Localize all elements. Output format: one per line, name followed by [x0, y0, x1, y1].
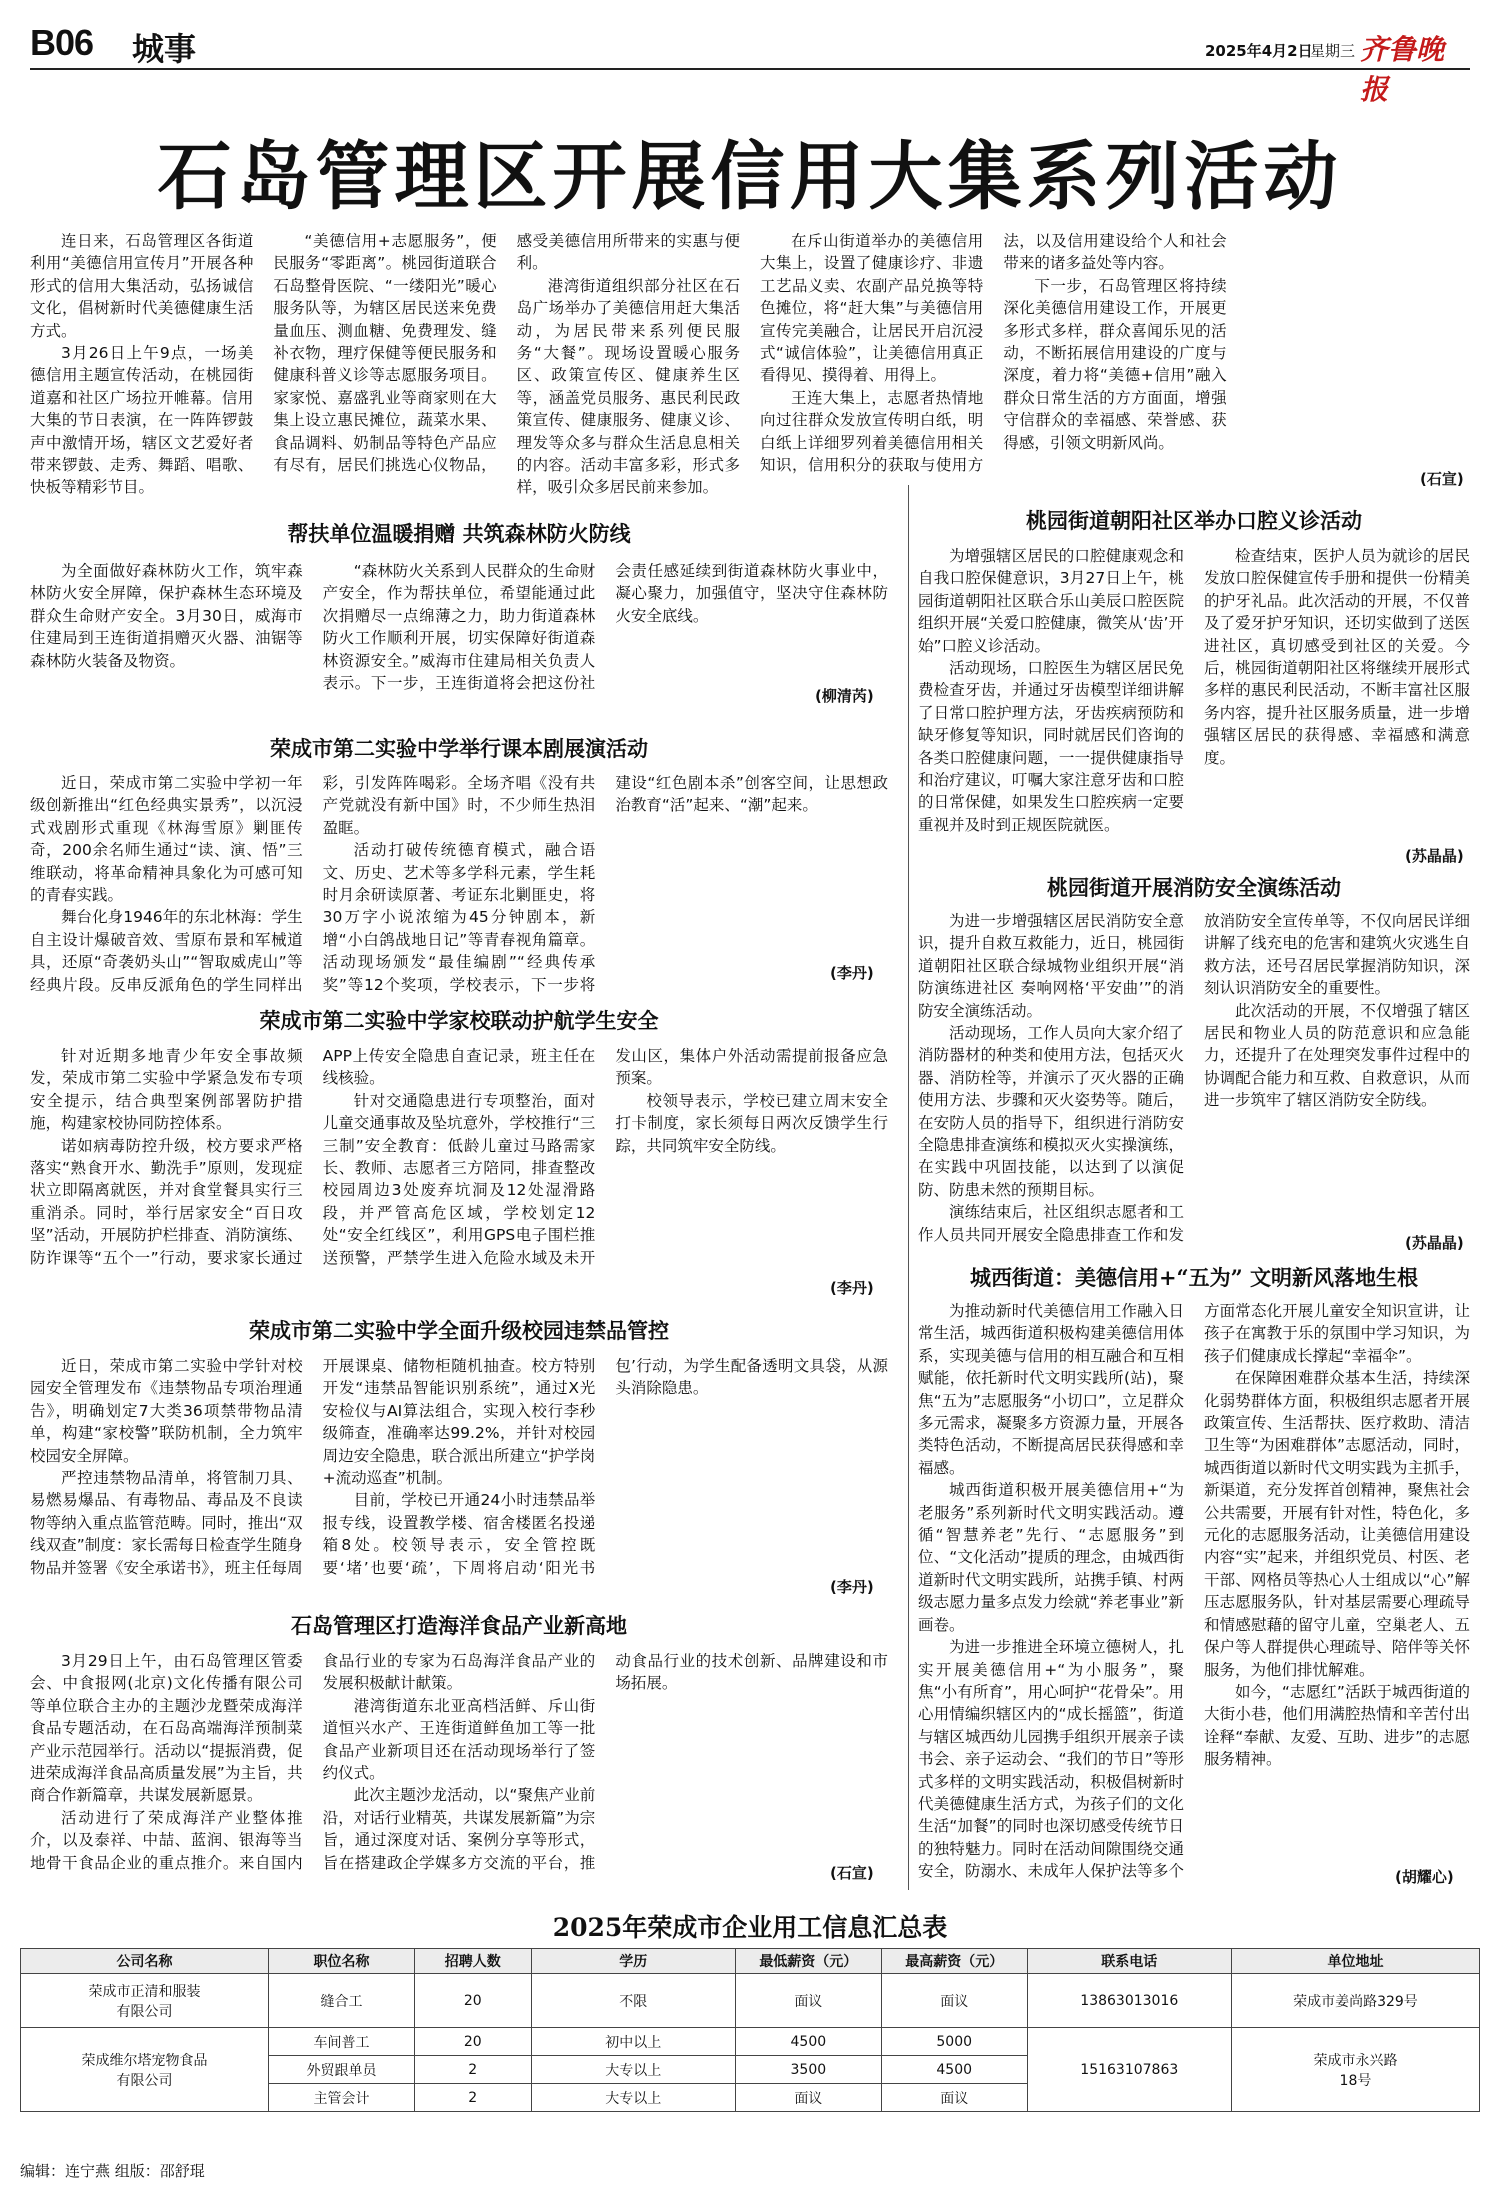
table-row [21, 2028, 1480, 2056]
table-header-row [21, 1949, 1480, 1974]
paragraph: 严控违禁物品清单，将管制刀具、易燃易爆品、有毒物品、毒品及不良读物等纳入重点监管范畴。同时，推出“双线双查”制度：家长需每日检查学生随身物品并签署《安全承诺书》，班主任每周开展课桌、储物柜随机抽查。校方特别开发“违禁品智能识别系统”，通过X光安检仪与AI算法组合，实现入校行李秒级筛查，准确率达99.2%，并针对校园周边安全隐患，联合派出所建立“护学岗+流动巡查”机制。 [30, 1357, 596, 1577]
newspaper-logo: 齐鲁晚报 [1360, 33, 1445, 106]
job-title: 缝合工 [269, 1974, 415, 2028]
main-headline: 石岛管理区开展信用大集系列活动 [157, 134, 1343, 220]
paragraph: 城西街道积极开展美德信用+“为老服务”系列新时代文明实践活动。遵循“智慧养老”先行、“志愿服务”到位、“文化活动”提质的理念，由城西街道新时代文明实践所，站携手镇、村两级志愿力量多点发力绘就“养老事业”新画卷。 [918, 1481, 1184, 1634]
paragraph: 针对近期多地青少年安全事故频发，荣成市第二实验中学紧急发布专项安全提示，结合典型案例部署防护措施，构建家校协同防控体系。 [30, 1047, 303, 1133]
article-byline: (李丹) [830, 964, 874, 982]
hire-count: 2 [414, 2084, 531, 2112]
phone: 13863013016 [1027, 1974, 1231, 2028]
article-title: 桃园街道开展消防安全演练活动 [1047, 875, 1341, 900]
paragraph: 港湾街道组织部分社区在石岛广场举办了美德信用赶大集活动，为居民带来系列便民服务“大餐”。现场设置暖心服务区、政策宣传区、健康养生区等，涵盖党员服务、惠民利民政策宣传、健康服务、健康义诊、理发等众多与群众生活息息相关的内容。活动丰富多彩，形式多样，吸引众多居民前来参加。 [516, 276, 740, 497]
max-salary: 面议 [881, 2084, 1027, 2112]
paragraph: 演练结束后，社区组织志愿者和工作人员共同开展安全隐患排查工作和发放消防安全宣传单等，不仅向居民详细讲解了线充电的危害和建筑火灾逃生自救方法，还号召居民掌握消防知识，深刻认识消防安全的重要性。 [918, 912, 1470, 1244]
paragraph: 此次活动的开展，不仅增强了辖区居民和物业人员的防范意识和应急能力，还提升了在处理突发事件过程中的协调配合能力和互救、自救意识，从而进一步筑牢了辖区消防安全防线。 [1204, 1001, 1470, 1110]
max-salary: 4500 [881, 2056, 1027, 2084]
paragraph: 为进一步推进全环境立德树人，扎实开展美德信用+“为小服务”，聚焦“小有所育”，用心呵护“花骨朵”。用心用情编织辖区内的“成长摇篮”，街道与辖区城西幼儿园携手组织开展亲子读书会、亲子运动会、“我们的节日”等形式多样的文明实践活动，积极倡树新时代美德健康生活方式，为孩子们的文化生活“加餐”的同时也深切感受传统节日的独特魅力。同时在活动间隙围绕交通安全，防溺水、未成年人保护法等多个方面常态化开展儿童安全知识宣讲，让孩子在寓教于乐的氛围中学习知识，为孩子们健康成长撑起“幸福伞”。 [918, 1302, 1470, 1881]
education: 大专以上 [531, 2084, 735, 2112]
min-salary: 4500 [735, 2028, 881, 2056]
table-row [21, 1974, 1480, 2028]
article-byline: (李丹) [830, 1279, 874, 1297]
job-title: 主管会计 [269, 2084, 415, 2112]
article-title: 荣成市第二实验中学举行课本剧展演活动 [270, 736, 648, 761]
job-title: 外贸跟单员 [269, 2056, 415, 2084]
paragraph: 3月29日上午，由石岛管理区管委会、中食报网(北京)文化传播有限公司等单位联合主办的主题沙龙暨荣成海洋食品专题活动，在石岛高端海洋预制菜产业示范园举行。活动以“提振消费，促进荣成海洋食品高质量发展”为主旨，共商合作新篇章，共谋发展新愿景。 [30, 1652, 303, 1805]
issue-weekday: 星期三 [1310, 42, 1356, 60]
article-body [30, 772, 888, 997]
article-body [918, 910, 1470, 1255]
min-salary: 3500 [735, 2056, 881, 2084]
max-salary: 5000 [881, 2028, 1027, 2056]
article-body [30, 1045, 888, 1305]
col-header: 联系电话 [1027, 1949, 1231, 1974]
editor-credits: 编辑：连宁燕 组版：邵舒琨 [20, 2162, 205, 2180]
paragraph: 诺如病毒防控升级，校方要求严格落实“熟食开水、勤洗手”原则，发现症状立即隔离就医，并对食堂餐具实行三重消杀。同时，举行居家安全“百日攻坚”活动，开展防护栏排查、消防演练、防诈课等“五个一”行动，要求家长通过APP上传安全隐患自查记录，班主任在线核验。 [30, 1047, 596, 1267]
paragraph: 检查结束，医护人员为就诊的居民发放口腔保健宣传手册和提供一份精美的护牙礼品。此次活动的开展，不仅普及了爱牙护牙知识，还切实做到了送医进社区，真切感受到社区的关爱。今后，桃园街道朝阳社区将继续开展形式多样的惠民利民活动，不断丰富社区服务内容，提升社区服务质量，进一步增强辖区居民的获得感、幸福感和满意度。 [1204, 547, 1470, 767]
article-body [918, 545, 1470, 865]
job-title: 车间普工 [269, 2028, 415, 2056]
col-header: 最低薪资（元） [735, 1949, 881, 1974]
col-header: 公司名称 [21, 1949, 269, 1974]
article-byline: (柳清芮) [815, 687, 874, 705]
page-number: B06 [30, 22, 94, 63]
paragraph: 校领导表示，学校已建立周末安全打卡制度，家长须每日两次反馈学生行踪，共同筑牢安全防线。 [615, 1091, 888, 1155]
address: 荣成市永兴路 18号 [1231, 2028, 1479, 2112]
paragraph: 为进一步增强辖区居民消防安全意识，提升自救互救能力，近日，桃园街道朝阳社区联合绿城物业组织开展“消防演练进社区 奏响网格‘平安曲’”的消防安全演练活动。 [918, 912, 1184, 1020]
paragraph: 舞台化身1946年的东北林海：学生自主设计爆破音效、雪原布景和军械道具，还原“奇袭奶头山”“智取威虎山”等经典片段。反串反派角色的学生同样出彩，引发阵阵喝彩。全场齐唱《没有共产党就没有新中国》时，不少师生热泪盈眶。 [30, 774, 596, 994]
paragraph: 为推动新时代美德信用工作融入日常生活，城西街道积极构建美德信用体系，实现美德与信用的相互融合和互相赋能，依托新时代文明实践所(站)，聚焦“五为”志愿服务“小切口”，立足群众多元需求，凝聚多方资源力量，开展各类特色活动，不断提高居民获得感和幸福感。 [918, 1302, 1184, 1477]
article-byline: (苏晶晶) [1405, 847, 1464, 865]
paragraph: 如今，“志愿红”活跃于城西街道的大街小巷，他们用满腔热情和辛苦付出诠释“奉献、友爱、互助、进步”的志愿服务精神。 [1204, 1682, 1470, 1769]
job-info-table [20, 1948, 1480, 2112]
education: 初中以上 [531, 2028, 735, 2056]
paragraph: 港湾街道东北亚高档活鲜、斥山街道恒兴水产、王连街道鲜鱼加工等一批食品产业新项目还在活动现场举行了签约仪式。 [322, 1696, 596, 1783]
paragraph: 近日，荣成市第二实验中学初一年级创新推出“红色经典实景秀”，以沉浸式戏剧形式重现《林海雪原》剿匪传奇，200余名师生通过“读、演、悟”三维联动，将革命精神具象化为可感可知的青春实践。 [30, 774, 303, 905]
paragraph: 下一步，石岛管理区将持续深化美德信用建设工作，开展更多形式多样，群众喜闻乐见的活动，不断拓展信用建设的广度与深度，着力将“美德+信用”融入群众日常生活的方方面面，增强守信群众的幸福感、荣誉感、获得感，引领文明新风尚。 [1003, 276, 1227, 452]
column-divider [908, 485, 909, 1890]
paragraph: 针对交通隐患进行专项整治，面对儿童交通事故及坠坑意外，学校推行“三三制”安全教育：低龄儿童过马路需家长、教师、志愿者三方陪同，排查整改校园周边3处废弃坑洞及12处湿滑路段，并严管高危区域，学校划定12处“安全红线区”，利用GPS电子围栏推送预警，严禁学生进入危险水域及未开发山区，集体户外活动需提前报备应急预案。 [322, 1047, 888, 1267]
page-header [30, 18, 1470, 106]
education: 大专以上 [531, 2056, 735, 2084]
education: 不限 [531, 1974, 735, 2028]
article-body [30, 1650, 888, 1890]
paragraph: 活动现场，口腔医生为辖区居民免费检查牙齿，并通过牙齿模型详细讲解了日常口腔护理方法，牙齿疾病预防和缺牙修复等知识，同时就居民们咨询的各类口腔健康问题，一一提供健康指导和治疗建议，叮嘱大家注意牙齿和口腔的日常保健，如果发生口腔疾病一定要重视并及时到正规医院就医。 [918, 659, 1184, 834]
col-header: 最高薪资（元） [881, 1949, 1027, 1974]
lead-article-body [30, 230, 1470, 500]
min-salary: 面议 [735, 2084, 881, 2112]
paragraph: 在斥山街道举办的美德信用大集上，设置了健康诊疗、非遗工艺品义卖、农副产品兑换等特色摊位，将“赶大集”与美德信用宣传完美融合，让居民开启沉浸式“诚信体验”，让美德信用真正看得见、摸得着、用得上。 [759, 232, 984, 385]
paragraph: 在保障困难群众基本生活，持续深化弱势群体方面，积极组织志愿者开展政策宣传、生活帮扶、医疗救助、清洁卫生等“为困难群体”志愿活动，同时，城西街道以新时代文明实践为主抓手，新渠道，充分发挥首创精神，聚焦社会公共需要，开展有针对性，特色化，多元化的志愿服务活动，让美德信用建设内容“实”起来，并组织党员、村医、老干部、网格员等热心人士组成以“心”解压志愿服务队，针对基层需要心理疏导和情感慰藉的留守儿童，空巢老人、五保户等人群提供心理疏导、陪伴等关怀服务，为他们排忧解难。 [1204, 1369, 1470, 1679]
paragraph: 目前，学校已开通24小时违禁品举报专线，设置教学楼、宿舍楼匿名投递箱8处。校领导表示，安全管控既要‘堵’也要‘疏’，下周将启动‘阳光书包’行动，为学生配备透明文具袋，从源头消除隐患。 [322, 1357, 888, 1577]
article-title: 荣成市第二实验中学家校联动护航学生安全 [259, 1008, 659, 1033]
paragraph: 为增强辖区居民的口腔健康观念和自我口腔保健意识，3月27日上午，桃园街道朝阳社区联合乐山美辰口腔医院组织开展“关爱口腔健康，微笑从‘齿’开始”口腔义诊活动。 [918, 547, 1184, 655]
article-title: 荣成市第二实验中学全面升级校园违禁品管控 [249, 1318, 669, 1343]
article-body [918, 1300, 1470, 1890]
paragraph: 3月26日上午9点，一场美德信用主题宣传活动，在桃园街道嘉和社区广场拉开帷幕。信用大集的节日表演，在一阵阵锣鼓声中激情开场，辖区文艺爱好者带来锣鼓、走秀、舞蹈、唱歌、快板等精彩节目。 [30, 344, 254, 497]
address: 荣成市姜尚路329号 [1231, 1974, 1479, 2028]
paragraph: 活动现场，工作人员向大家介绍了消防器材的种类和使用方法，包括灭火器、消防栓等，并演示了灭火器的正确使用方法、步骤和灭火姿势等。随后，在安防人员的指导下，组织进行消防安全隐患排查演练和模拟灭火实操演练，在实践中巩固技能，以达到了以演促防、防患未然的预期目标。 [918, 1024, 1184, 1199]
table-title: 2025年荣成市企业用工信息汇总表 [552, 1913, 948, 1942]
article-byline: (李丹) [830, 1578, 874, 1596]
col-header: 单位地址 [1231, 1949, 1479, 1974]
paragraph: 近日，荣成市第二实验中学针对校园安全管理发布《违禁物品专项治理通告》，明确划定7大类36项禁带物品清单，构建“家校警”联防机制，全力筑牢校园安全屏障。 [30, 1357, 303, 1465]
paragraph: 连日来，石岛管理区各街道利用“美德信用宣传月”开展各种形式的信用大集活动，弘扬诚信文化，倡树新时代美德健康生活方式。 [30, 232, 254, 340]
paragraph: “森林防火关系到人民群众的生命财产安全，作为帮扶单位，希望能通过此次捐赠尽一点绵薄之力，助力街道森林防火工作顺利开展，切实保障好街道森林资源安全。”威海市住建局相关负责人表示。下一步，王连街道将会把这份社会责任感延续到街道森林防火事业中，凝心聚力，加强值守，坚决守住森林防火安全底线。 [322, 562, 888, 693]
phone: 15163107863 [1027, 2028, 1231, 2112]
company-name: 荣成维尔塔宠物食品 有限公司 [21, 2028, 269, 2112]
article-body [30, 1355, 888, 1600]
hire-count: 20 [414, 2028, 531, 2056]
article-title: 帮扶单位温暖捐赠 共筑森林防火防线 [287, 521, 631, 546]
col-header: 招聘人数 [414, 1949, 531, 1974]
article-byline: (胡耀心) [1395, 1868, 1454, 1886]
article-byline: (石宣) [830, 1864, 874, 1882]
lead-article-byline: (石宣) [1420, 470, 1464, 488]
paragraph: 为全面做好森林防火工作，筑牢森林防火安全屏障，保护森林生态环境及群众生命财产安全。3月30日，威海市住建局到王连街道捐赠灭火器、油锯等森林防火装备及物资。 [30, 562, 303, 670]
col-header: 学历 [531, 1949, 735, 1974]
article-byline: (苏晶晶) [1405, 1234, 1464, 1252]
article-body [30, 560, 888, 695]
company-name: 荣成市正清和服装 有限公司 [21, 1974, 269, 2028]
max-salary: 面议 [881, 1974, 1027, 2028]
section-name: 城事 [132, 30, 197, 68]
hire-count: 20 [414, 1974, 531, 2028]
min-salary: 面议 [735, 1974, 881, 2028]
article-title: 城西街道：美德信用+“五为” 文明新风落地生根 [969, 1265, 1419, 1290]
issue-date: 2025年4月2日 [1205, 42, 1313, 60]
col-header: 职位名称 [269, 1949, 415, 1974]
paragraph: 王连大集上，志愿者热情地向过往群众发放宣传明白纸，明白纸上详细罗列着美德信用相关知识，信用积分的获取与使用方法，以及信用建设给个人和社会带来的诸多益处等内容。 [759, 232, 1227, 475]
paragraph: 活动进行了荣成海洋产业整体推介，以及泰祥、中喆、蓝润、银海等当地骨干食品企业的重点推介。来自国内食品行业的专家为石岛海洋食品产业的发展积极献计献策。 [30, 1652, 596, 1872]
paragraph: 活动打破传统德育模式，融合语文、历史、艺术等多学科元素，学生耗时月余研读原著、考证东北剿匪史，将30万字小说浓缩为45分钟剧本，新增“小白鸽战地日记”等青春视角篇章。活动现场颁发“最佳编剧”“经典传承奖”等12个奖项，学校表示，下一步将建设“红色剧本杀”创客空间，让思想政治教育“活”起来、“潮”起来。 [322, 774, 888, 994]
article-title: 桃园街道朝阳社区举办口腔义诊活动 [1026, 508, 1362, 533]
article-title: 石岛管理区打造海洋食品产业新高地 [291, 1613, 627, 1638]
paragraph: 此次主题沙龙活动，以“聚焦产业前沿，对话行业精英，共谋发展新篇”为宗旨，通过深度对话、案例分享等形式，旨在搭建政企学媒多方交流的平台，推动食品行业的技术创新、品牌建设和市场拓展。 [322, 1652, 888, 1872]
hire-count: 2 [414, 2056, 531, 2084]
paragraph: “美德信用+志愿服务”，便民服务“零距离”。桃园街道联合石岛整骨医院、“一缕阳光”暖心服务队等，为辖区居民送来免费量血压、测血糖、免费理发、缝补衣物，理疗保健等便民服务和健康科普义诊等志愿服务项目。家家悦、嘉盛乳业等商家则在大集上设立惠民摊位，蔬菜水果、食品调料、奶制品等特色产品应有尽有，居民们挑选心仪物品，感受美德信用所带来的实惠与便利。 [273, 232, 740, 475]
